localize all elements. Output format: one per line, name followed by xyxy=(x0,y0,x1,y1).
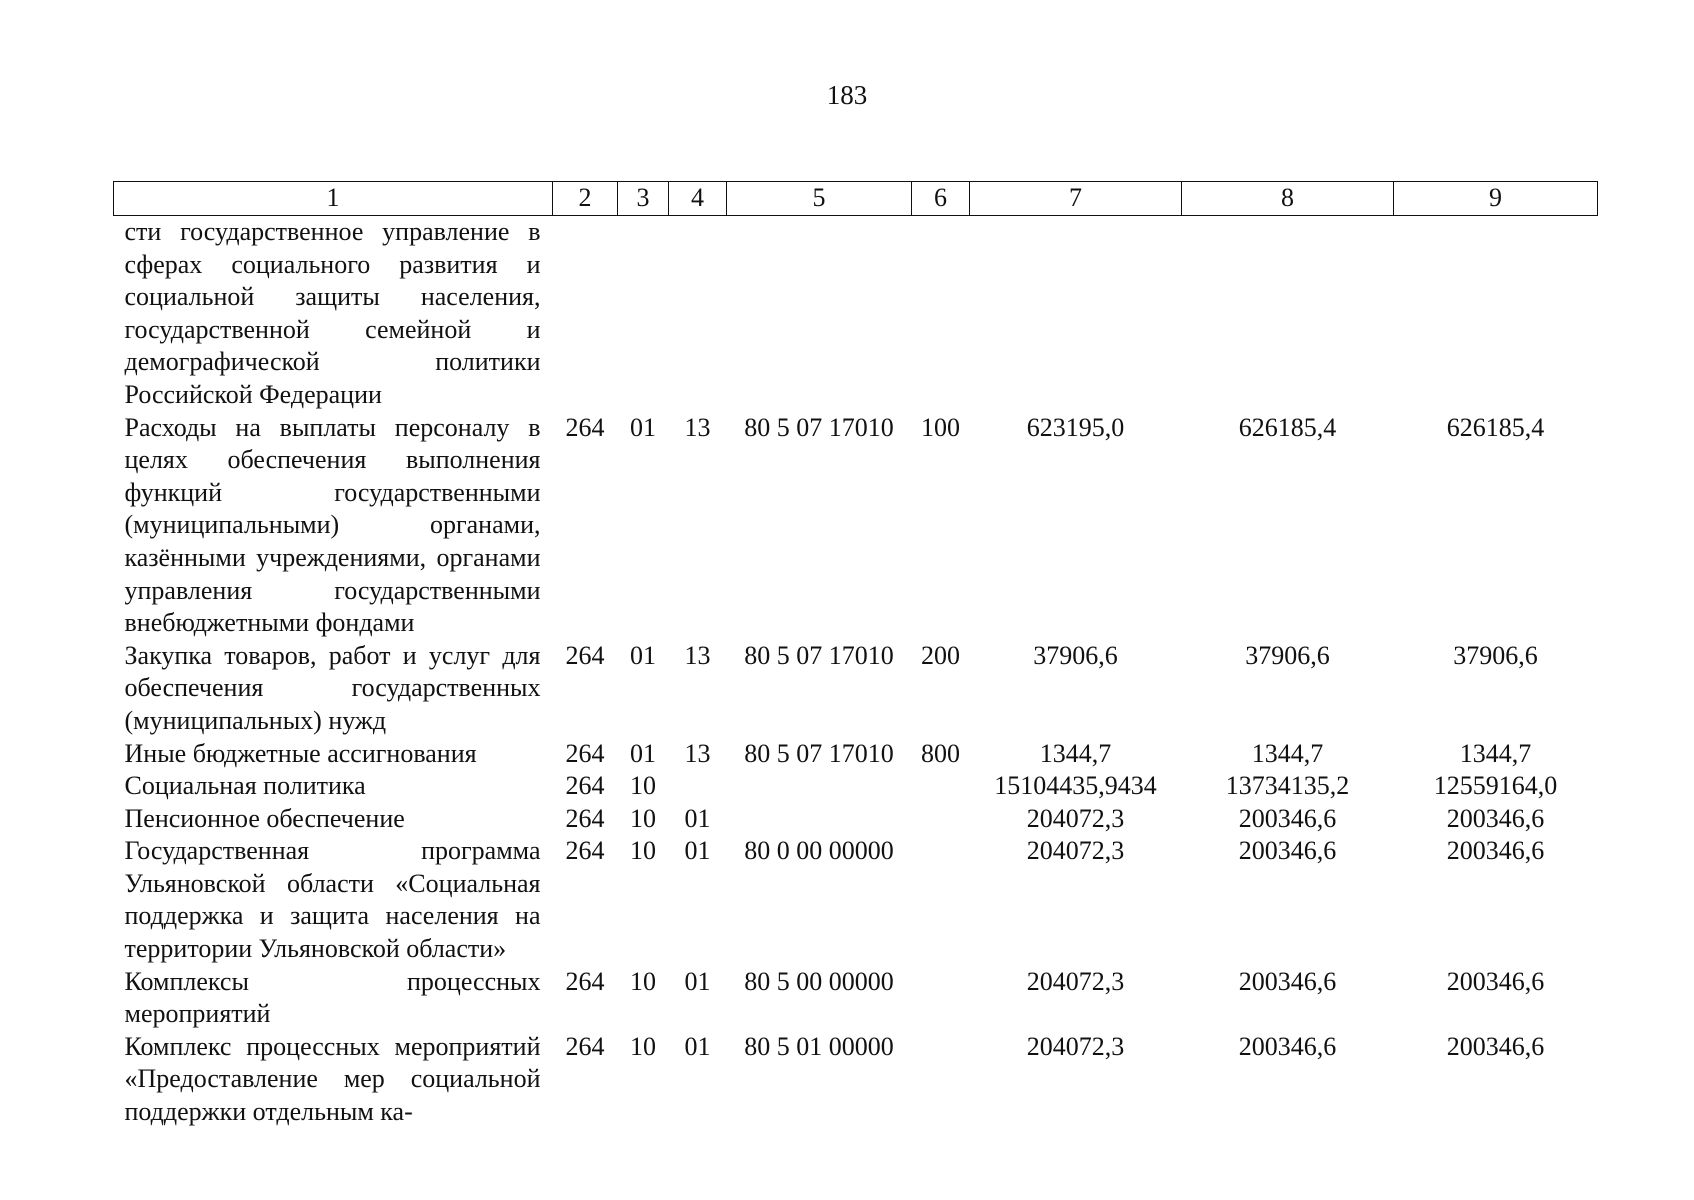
code-section: 01 xyxy=(630,412,656,442)
amount-year-2: 200346,6 xyxy=(1238,1031,1337,1061)
amount-year-3: 626185,4 xyxy=(1446,412,1545,442)
table-body xyxy=(114,216,1598,1129)
amount-year-1 xyxy=(970,216,1182,412)
code-expense-type xyxy=(912,1031,970,1129)
row-label: Закупка товаров, работ и услуг для обеспечения государственных (муниципальных) нужд xyxy=(124,640,541,735)
code-subsection: 01 xyxy=(684,966,711,996)
code-subsection xyxy=(669,770,727,803)
code-expense-type xyxy=(912,803,970,836)
table-row xyxy=(114,966,1598,1031)
amount-year-1: 204072,3 xyxy=(1026,1031,1125,1061)
header-cell: 8 xyxy=(1182,182,1394,216)
header-cell: 7 xyxy=(970,182,1182,216)
table-row xyxy=(114,770,1598,803)
code-section: 01 xyxy=(630,640,656,670)
code-expense-type: 800 xyxy=(921,738,960,768)
amount-year-2: 200346,6 xyxy=(1238,803,1337,833)
header-row xyxy=(114,182,1598,216)
row-label: Пенсионное обеспечение xyxy=(124,803,405,833)
code-target-article: 80 5 07 17010 xyxy=(744,640,894,670)
amount-year-1: 15104435,9434 xyxy=(994,771,1157,801)
code-subsection: 13 xyxy=(684,640,711,670)
code-section xyxy=(618,216,669,412)
amount-year-2: 626185,4 xyxy=(1238,412,1337,442)
code-ministry: 264 xyxy=(565,412,605,442)
code-section: 10 xyxy=(630,966,656,996)
amount-year-3 xyxy=(1394,216,1598,412)
table-row xyxy=(114,412,1598,640)
row-label: Государственная программа Ульяновской области «Социальная поддержка и защита населения на территории Ульяновской области» xyxy=(124,836,541,964)
table-row xyxy=(114,1031,1598,1129)
code-ministry xyxy=(553,216,618,412)
page-number: 183 xyxy=(826,80,868,110)
amount-year-2: 37906,6 xyxy=(1245,640,1330,670)
row-label: Расходы на выплаты персоналу в целях обеспечения выполнения функций государственными (муниципальными) органами, казёнными учреждениями, органами управления государственными внебюджетными фондами xyxy=(124,412,541,638)
table-row xyxy=(114,803,1598,836)
code-target-article: 80 5 07 17010 xyxy=(744,738,894,768)
code-ministry: 264 xyxy=(565,803,605,833)
code-target-article xyxy=(727,770,912,803)
amount-year-3: 200346,6 xyxy=(1446,1031,1545,1061)
row-label: сти государственное управление в сферах социального развития и социальной защиты населения, государственной семейной и демографической политики Российской Федерации xyxy=(124,217,541,409)
amount-year-3: 1344,7 xyxy=(1459,738,1532,768)
code-section: 10 xyxy=(630,803,656,833)
amount-year-2: 1344,7 xyxy=(1251,738,1324,768)
code-section: 10 xyxy=(630,1031,656,1061)
row-label: Иные бюджетные ассигнования xyxy=(124,738,477,768)
header-cell: 5 xyxy=(727,182,912,216)
code-ministry: 264 xyxy=(565,836,605,866)
row-label: Комплексы процессных мероприятий xyxy=(124,966,541,1029)
amount-year-1: 204072,3 xyxy=(1026,966,1125,996)
row-label: Социальная политика xyxy=(124,771,366,801)
amount-year-1: 623195,0 xyxy=(1026,412,1125,442)
code-ministry: 264 xyxy=(565,640,605,670)
code-subsection xyxy=(669,216,727,412)
row-label: Комплекс процессных мероприятий «Предоставление мер социальной поддержки отдельным ка- xyxy=(124,1031,541,1127)
amount-year-3: 200346,6 xyxy=(1446,966,1545,996)
amount-year-3: 12559164,0 xyxy=(1433,771,1558,801)
code-subsection: 01 xyxy=(684,836,711,866)
table-row xyxy=(114,216,1598,412)
code-expense-type xyxy=(912,216,970,412)
header-cell: 4 xyxy=(669,182,727,216)
code-subsection: 01 xyxy=(684,803,711,833)
code-expense-type xyxy=(912,966,970,1031)
amount-year-2: 200346,6 xyxy=(1238,836,1337,866)
amount-year-2: 200346,6 xyxy=(1238,966,1337,996)
amount-year-1: 204072,3 xyxy=(1026,836,1125,866)
amount-year-1: 37906,6 xyxy=(1033,640,1118,670)
table-row xyxy=(114,835,1598,965)
header-cell: 6 xyxy=(912,182,970,216)
amount-year-1: 1344,7 xyxy=(1039,738,1112,768)
budget-table xyxy=(113,181,1598,1129)
code-ministry: 264 xyxy=(565,738,605,768)
code-target-article: 80 5 07 17010 xyxy=(744,412,894,442)
code-subsection: 13 xyxy=(684,412,711,442)
table-row xyxy=(114,738,1598,771)
code-expense-type: 100 xyxy=(921,412,960,442)
code-expense-type: 200 xyxy=(921,640,960,670)
header-cell: 9 xyxy=(1394,182,1598,216)
code-target-article: 80 5 01 00000 xyxy=(744,1031,894,1061)
code-expense-type xyxy=(912,835,970,965)
amount-year-2 xyxy=(1182,216,1394,412)
header-cell: 3 xyxy=(618,182,669,216)
code-section: 01 xyxy=(630,738,656,768)
amount-year-3: 200346,6 xyxy=(1446,836,1545,866)
header-cell: 1 xyxy=(114,182,553,216)
code-target-article xyxy=(727,803,912,836)
code-subsection: 01 xyxy=(684,1031,711,1061)
code-section: 10 xyxy=(630,836,656,866)
code-target-article: 80 5 00 00000 xyxy=(744,966,894,996)
table-row xyxy=(114,640,1598,738)
amount-year-1: 204072,3 xyxy=(1026,803,1125,833)
code-section: 10 xyxy=(630,771,656,801)
code-ministry: 264 xyxy=(565,771,605,801)
code-ministry: 264 xyxy=(565,1031,605,1061)
code-ministry: 264 xyxy=(565,966,605,996)
amount-year-3: 200346,6 xyxy=(1446,803,1545,833)
code-target-article xyxy=(727,216,912,412)
code-expense-type xyxy=(912,770,970,803)
amount-year-3: 37906,6 xyxy=(1453,640,1538,670)
header-cell: 2 xyxy=(553,182,618,216)
code-subsection: 13 xyxy=(684,738,711,768)
code-target-article: 80 0 00 00000 xyxy=(744,836,894,866)
amount-year-2: 13734135,2 xyxy=(1225,771,1350,801)
